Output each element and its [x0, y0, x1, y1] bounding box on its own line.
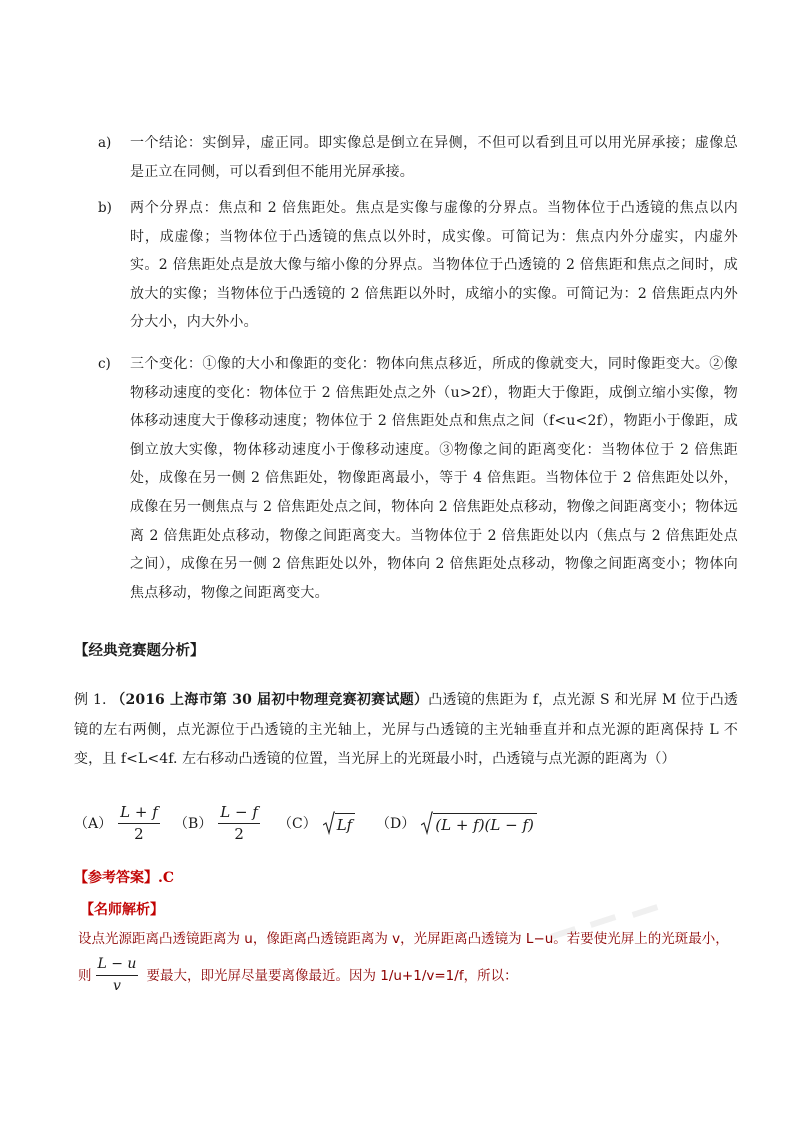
fraction-denominator: 2	[134, 824, 144, 843]
example-text: 凸透镜的焦距为 f，点光源 S 和光屏 M 位于凸透镜的左右两侧，点光源位于凸透镜的主光轴上，光屏与凸透镜的主光轴垂直并和点光源的距离保持 L 不变，且 f<L<4f. 左右移动凸透镜的位置，当光屏上的光斑最小时，凸透镜与点光源的距离为（）	[74, 692, 739, 767]
reference-answer: 【参考答案】.C	[74, 870, 175, 886]
option-label: （D）	[376, 816, 416, 832]
list-item-c	[98, 350, 738, 607]
list-marker: b)	[98, 200, 112, 216]
list-marker: a)	[98, 135, 112, 151]
option-b	[174, 796, 260, 850]
fraction	[96, 955, 139, 996]
fraction	[218, 803, 260, 844]
option-d	[376, 796, 537, 850]
analysis-title: 【名师解析】	[80, 902, 164, 918]
analysis-prefix: 则	[78, 967, 92, 984]
fraction	[118, 803, 160, 844]
answer-options	[74, 796, 738, 850]
analysis-suffix: 要最大，即光屏尽量要离像最近。因为 1/u+1/v=1/f，所以：	[146, 967, 518, 984]
fraction-numerator: L − f	[218, 803, 260, 824]
section-title: 【经典竞赛题分析】	[74, 642, 205, 659]
analysis-line	[78, 955, 742, 996]
analysis-line: 设点光源距离凸透镜距离为 u，像距离凸透镜距离为 v，光屏距离凸透镜为 L−u。若要使光屏上的光斑最小，	[78, 931, 729, 947]
example-question	[74, 686, 738, 775]
fraction-numerator: L − u	[96, 955, 139, 976]
fraction-denominator: v	[113, 978, 121, 994]
option-a	[74, 796, 160, 850]
list-item-text: 一个结论：实倒异，虚正同。即实像总是倒立在异侧，不但可以看到且可以用光屏承接；虚像总是正立在同侧，可以看到但不能用光屏承接。	[130, 135, 738, 180]
list-item-text: 两个分界点：焦点和 2 倍焦距处。焦点是实像与虚像的分界点。当物体位于凸透镜的焦点以内时，成虚像；当物体位于凸透镜的焦点以外时，成实像。可简记为：焦点内外分虚实，内虚外实。2 倍焦距处点是放大像与缩小像的分界点。当物体位于凸透镜的 2 倍焦距和焦点之间时，成放大的实像；当物体位于凸透镜的 2 倍焦距以外时，成缩小的实像。可简记为：2 倍焦距点内外分大小，内大外小。	[130, 200, 738, 331]
fraction-numerator: L + f	[118, 803, 160, 824]
list-item-text: 三个变化：①像的大小和像距的变化：物体向焦点移近，所成的像就变大，同时像距变大。②像物移动速度的变化：物体位于 2 倍焦距处点之外（u>2f），物距大于像距，成倒立缩小实像，物体移动速度大于像移动速度；物体位于 2 倍焦距处点和焦点之间（f<u<2f），物距小于像距，成倒立放大实像，物体移动速度小于像移动速度。③物像之间的距离变化：当物体位于 2 倍焦距处，成像在另一侧 2 倍焦距处，物像距离最小，等于 4 倍焦距。当物体位于 2 倍焦距处以外，成像在另一侧焦点与 2 倍焦距处点之间，物体向 2 倍焦距处点移动，物像之间距离变小；物体远离 2 倍焦距处点移动，物像之间距离变大。当物体位于 2 倍焦距处以内（焦点与 2 倍焦距处点之间），成像在另一侧 2 倍焦距处以外，物体向 2 倍焦距处点移动，物像之间距离变小；物体向焦点移动，物像之间距离变大。	[130, 356, 738, 601]
option-label: （A）	[74, 816, 113, 832]
radicand: Lf	[335, 813, 356, 835]
example-label: 例 1.	[74, 692, 112, 708]
radical-sign-icon	[323, 811, 335, 835]
option-label: （C）	[278, 816, 317, 832]
radicand: (L + f)(L − f)	[433, 813, 537, 835]
option-label: （B）	[174, 816, 213, 832]
square-root	[421, 811, 537, 835]
list-marker: c)	[98, 356, 111, 372]
square-root	[323, 811, 356, 835]
fraction-denominator: 2	[234, 824, 244, 843]
example-source: （2016 上海市第 30 届初中物理竞赛初赛试题）	[111, 692, 429, 708]
option-c	[278, 796, 355, 850]
radical-sign-icon	[421, 811, 433, 835]
analysis-body	[78, 925, 742, 996]
list-item-a	[98, 129, 738, 186]
list-item-b	[98, 194, 738, 337]
